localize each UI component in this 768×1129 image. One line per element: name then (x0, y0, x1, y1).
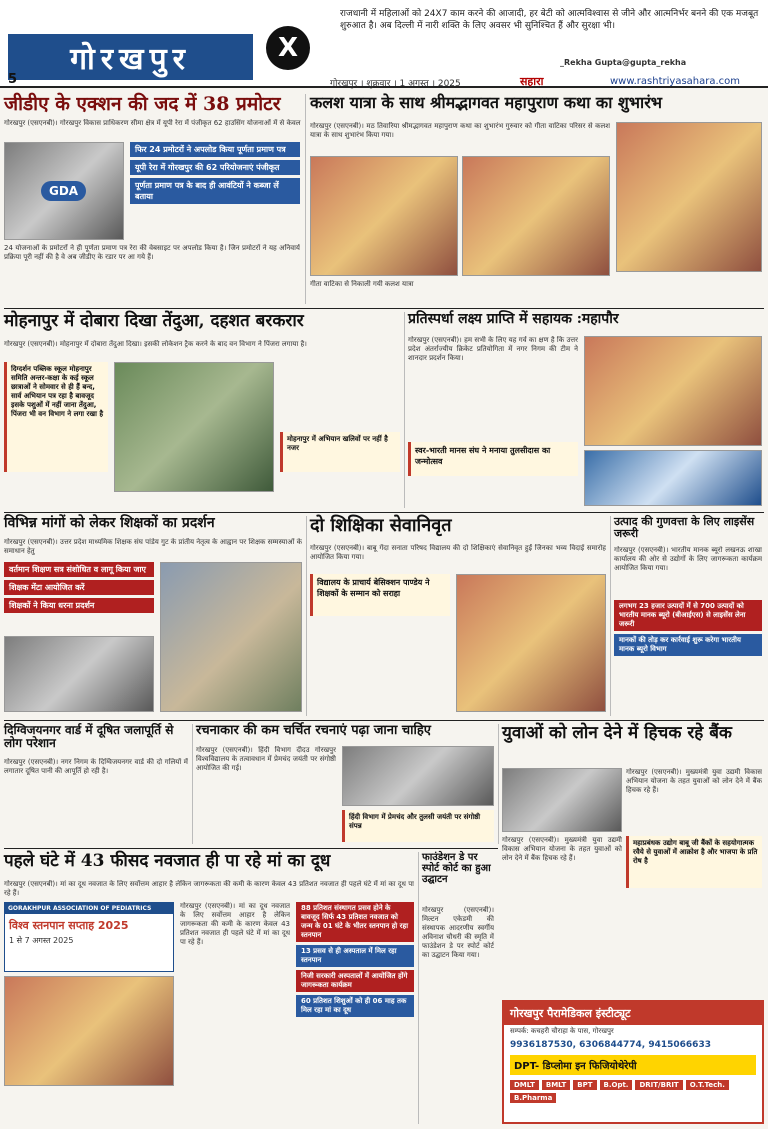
highlight-box: स्वर-भारती मानस संघ ने मनाया तुलसीदास का जन्मोत्सव (408, 442, 578, 476)
ad-title: गोरखपुर पैरामेडिकल इंस्टीट्यूट (504, 1002, 762, 1025)
story-headline: मोहनापुर में दोबारा दिखा तेंदुआ, दहशत बरकरार (4, 311, 304, 331)
story-kalash-yatra (310, 94, 764, 304)
photo-caption: 24 योजनाओं के प्रमोटरों ने ही पूर्णता प्रमाण पत्र रेरा की वेबसाइट पर अपलोड किया है। जिन प्रमोटरों ने यह अनिवार्य प्रक्रिया पूरी नहीं की है वे अब जीडीए के रडार पर आ गये हैं। (4, 244, 300, 261)
story-headline: पहले घंटे में 43 फीसद नवजात ही पा रहे मां का दूध (4, 851, 331, 871)
leopard-photo (114, 362, 274, 492)
event-banner (4, 902, 174, 972)
quote-handle: _Rekha Gupta@gupta_rekha (560, 58, 687, 67)
key-point: वर्तमान शिक्षण सत्र संशोधित व लागू किया जाए (4, 562, 154, 577)
city-logo: गोरखपुर (8, 34, 253, 80)
seminar-photo (342, 746, 494, 806)
story-bank-loans (502, 724, 764, 994)
divider (305, 94, 306, 304)
brand-name: सहारा (520, 75, 544, 88)
story-headline: उत्पाद की गुणवत्ता के लिए लाइसेंस जरूरी (614, 515, 755, 541)
story-body: गोरखपुर (एसएनबी)। नगर निगम के दिग्विजयनगर वार्ड की दो गलियों में लगातार दूषित पानी की आपूर्ति हो रही है। (4, 758, 188, 775)
story-headline: कलश यात्रा के साथ श्रीमद्भागवत महापुराण कथा का शुभारंभ (310, 93, 662, 112)
story-headline: जीडीए के एक्शन की जद में 38 प्रमोटर (4, 93, 281, 115)
section-rule (4, 720, 764, 721)
ad-address: सम्पर्क: कचहरी चौराहा के पास, गोरखपुर (510, 1027, 614, 1035)
key-point: लगभग 23 हजार उत्पादों में से 700 उत्पादों को भारतीय मानक ब्यूरो (बीआईएस) से लाइसेंस लेना जरूरी (614, 600, 762, 631)
banner-dates: 1 से 7 अगस्त 2025 (9, 936, 74, 945)
meeting-photo (160, 562, 302, 712)
story-body: गोरखपुर (एसएनबी)। बाबू गेंदा सनाता परिषद विद्यालय की दो शिक्षिकाएं सेवानिवृत हुईं जिनका भव्य विदाई समारोह आयोजित किया गया। (310, 544, 606, 561)
story-headline: प्रतिस्पर्धा लक्ष्य प्राप्ति में सहायक :महापौर (408, 311, 619, 327)
key-point: यूपी रेरा में गोरखपुर की 62 परियोजनाएं पंजीकृत (130, 160, 300, 175)
key-point: शिक्षकों ने किया धरना प्रदर्शन (4, 598, 154, 613)
story-headline: रचनाकार की कम चर्चित रचनाएं पढ़ा जाना चाहिए (196, 723, 431, 738)
key-point: निजी सरकारी अस्पतालों में आयोजित होंगे जागरूकता कार्यक्रम (296, 970, 414, 992)
story-headline: युवाओं को लोन देने में हिचक रहे बैंक (502, 723, 732, 743)
story-literature (196, 724, 496, 844)
key-point: मानकों की तोड़ कर कार्रवाई शुरू करेगा भारतीय मानक ब्यूरो विभाग (614, 634, 762, 656)
story-headline: दो शिक्षिका सेवानिवृत (310, 515, 452, 536)
highlight-box: हिंदी विभाग में प्रेमचंद और तुलसी जयंती पर संगोष्ठी संपन्न (342, 810, 494, 842)
story-body: गोरखपुर (एसएनबी)। हिंदी विभाग दीदउ गोरखपुर विश्वविद्यालय के तत्वावधान में प्रेमचंद जयंती पर संगोष्ठी आयोजित की गई। (196, 746, 336, 772)
story-sport-court (422, 852, 496, 1124)
story-breastfeeding (4, 852, 416, 1124)
course-tag: BMLT (542, 1080, 570, 1090)
ad-phone[interactable]: 9936187530, 6306844774, 9415066633 (510, 1040, 711, 1050)
divider (418, 852, 419, 1124)
divider (306, 516, 307, 716)
event-photo (4, 976, 174, 1086)
divider (404, 312, 405, 508)
story-body: गोरखपुर (एसएनबी)। मोहनापुर में दोबारा तेंदुआ दिखा। इसकी लोकेशन ट्रैक करने के बाद वन विभाग ने पिंजरा लगाया है। (4, 340, 307, 348)
story-licence (614, 516, 764, 716)
protest-photo (4, 636, 154, 712)
key-point: 88 प्रतिशत संस्थागत प्रसव होने के बावजूद सिर्फ 43 प्रतिशत नवजात को जन्म के 01 घंटे के भीतर स्तनपान हो रहा स्तनपान (296, 902, 414, 942)
story-body: गोरखपुर (एसएनबी)। उत्तर प्रदेश माध्यमिक शिक्षक संघ पांडेय गुट के प्रांतीय नेतृत्व के आह्वान पर शिक्षक सम्मस्याओं के समाधान हेतु (4, 538, 302, 555)
story-headline: विभिन्न मांगों को लेकर शिक्षकों का प्रदर्शन (4, 515, 215, 531)
key-point: पूर्णता प्रमाण पत्र के बाद ही आवंटियों ने कब्जा लें बताया (130, 178, 300, 204)
story-headline: फाउंडेशन डे पर स्पोर्ट कोर्ट का हुआ उद्घाटन (422, 852, 491, 885)
team-photo (584, 450, 762, 506)
course-tag: BPT (573, 1080, 596, 1090)
story-headline: दिग्विजयनगर वार्ड में दूषित जलापूर्ति से लोग परेशान (4, 723, 174, 751)
story-body-more: गोरखपुर (एसएनबी)। मां का दूध नवजात के लिए सर्वोत्तम आहार है लेकिन जागरूकता की कमी के कारण केवल 43 प्रतिशत नवजात ही पहले घंटे में मां का दूध पा रहे हैं। (180, 902, 290, 946)
x-logo-icon: X (266, 26, 310, 70)
story-body: गोरखपुर (एसएनबी)। गोरखपुर विकास प्राधिकरण सीमा क्षेत्र में यूपी रेरा में पंजीकृत 62 हाउसिंग योजनाओं में से केवल (4, 118, 301, 127)
key-points (296, 902, 414, 1017)
story-leopard (4, 312, 402, 508)
course-tag: O.T.Tech. (686, 1080, 729, 1090)
event-photo (616, 122, 762, 272)
banner-title: विश्व स्तनपान सप्ताह 2025 (9, 919, 129, 932)
divider (192, 724, 193, 844)
photo-caption: गीता वाटिका से निकाली गयी कलश यात्रा (310, 280, 414, 288)
story-body: गोरखपुर (एसएनबी)। मां का दूध नवजात के लिए सर्वोत्तम आहार है लेकिन जागरूकता की कमी के कारण केवल 43 प्रतिशत नवजात ही पहले घंटे में मां का दूध पा रहे हैं। (4, 880, 414, 897)
section-rule (4, 848, 498, 849)
ad-course-list (504, 1078, 762, 1105)
kalash-yatra-photo (310, 156, 458, 276)
key-point: 13 प्रसव से ही अस्पताल में मिल रहा स्तनपान (296, 945, 414, 967)
highlight-box: दिग्दर्शन पब्लिक स्कूल मोहनापुर समिति अन्तर-कक्षा के कई स्कूल छात्राओं ने सोमवार से ही हैं बन्द, सार्व अभियान पत्र रहा है बावजूद इसके पशुओं में नहीं जाना तेंदुआ, पिंजरा भी वन विभाग ने लगा रखा है (4, 362, 108, 472)
page-number: 5 (8, 72, 18, 87)
bank-photo (502, 768, 622, 832)
key-points (130, 142, 300, 204)
quote-text: राजधानी में महिलाओं को 24X7 काम करने की आजादी, हर बेटी को आत्मविश्वास से जीने और आत्मनिर्भर बनने की एक मजबूत शुरुआत है। अब दिल्ली में नारी शक्ति के लिए अवसर भी सुनिश्चित हैं और सुरक्षा भी। (340, 9, 759, 31)
ad-main-course: DPT- डिप्लोमा इन फिजियोथेरेपी (510, 1055, 756, 1075)
story-body: गोरखपुर (एसएनबी)। हम सभी के लिए यह गर्व का क्षण है कि उत्तर प्रदेश अंतर्राज्यीय क्रिकेट प्रतियोगिता में नगर निगम की टीम ने शानदार प्रदर्शन किया। (408, 336, 578, 362)
dateline: गोरखपुर । शुक्रवार । 1 अगस्त । 2025 (330, 79, 461, 89)
gda-badge: GDA (41, 181, 86, 201)
divider (610, 516, 611, 716)
key-point: 60 प्रतिशत शिशुओं को ही 06 माह तक मिल रहा मां का दूध (296, 995, 414, 1017)
felicitation-photo (584, 336, 762, 446)
paramedical-ad[interactable] (502, 1000, 764, 1124)
gda-building-photo (4, 142, 124, 240)
story-teachers-protest (4, 516, 304, 716)
site-url[interactable]: www.rashtriyasahara.com (610, 76, 741, 87)
story-body: गोरखपुर (एसएनबी)। मिल्टन एकेडमी की संस्थापक आदरणीय स्वर्गीय अविनाश चौधरी की स्मृति में फाउंडेशन डे पर स्पोर्ट कोर्ट का उद्घाटन किया गया। (422, 906, 494, 959)
banner-org: GORAKHPUR ASSOCIATION OF PEDIATRICS (5, 903, 173, 914)
key-point: शिक्षक मेंटा आयोजित करें (4, 580, 154, 595)
divider (498, 724, 499, 844)
highlight-box: मोहनापुर में अभियान खलिवों पर नहीं है नजर (280, 432, 400, 472)
story-gda (4, 94, 302, 304)
story-retirement (310, 516, 608, 716)
course-tag: B.Opt. (600, 1080, 633, 1090)
key-points (614, 600, 762, 656)
course-tag: B.Pharma (510, 1093, 556, 1103)
story-body: गोरखपुर (एसएनबी)। भारतीय मानक ब्यूरो लखनऊ शाखा कार्यालय की ओर से उद्योगों के लिए जागरूकता कार्यक्रम आयोजित किया गया। (614, 546, 762, 572)
retirement-photo (456, 574, 606, 712)
kalash-yatra-photo (462, 156, 610, 276)
story-mayor (408, 312, 764, 508)
key-points (4, 562, 154, 613)
story-body: गोरखपुर (एसएनबी)। मठ तिवारिया श्रीमद्भागवत महापुराण कथा का शुभारंभ गुरुवार को गीता वाटिका परिसर से कलश यात्रा के साथ शुभारंभ किया गया। (310, 122, 610, 139)
section-rule (4, 512, 764, 513)
highlight-box: महाप्रबंधक उद्योग बाबू जी बैंकों के सहयोगात्मक रवैये से युवाओं में आक्रोश है और भाजपा के प्रति रोष है (626, 836, 762, 888)
course-tag: DRIT/BRIT (635, 1080, 682, 1090)
story-water-supply (4, 724, 190, 844)
masthead (0, 0, 768, 88)
story-body-more: गोरखपुर (एसएनबी)। मुख्यमंत्री युवा उद्यमी विकास अभियान योजना के तहत युवाओं को लोन देने में बैंक हिचक रहे हैं। (502, 836, 622, 862)
highlight-box: विद्यालय के प्राचार्य बेसिक्शन पाण्डेय ने शिक्षकों के सम्मान को सराहा (310, 574, 450, 616)
story-body: गोरखपुर (एसएनबी)। मुख्यमंत्री युवा उद्यमी विकास अभियान योजना के तहत युवाओं को लोन देने में बैंक हिचक रहे हैं। (626, 768, 762, 794)
course-tag: DMLT (510, 1080, 539, 1090)
section-rule (4, 308, 764, 309)
key-point: फिर 24 प्रमोटरों ने अपलोड किया पूर्णता प्रमाण पत्र (130, 142, 300, 157)
